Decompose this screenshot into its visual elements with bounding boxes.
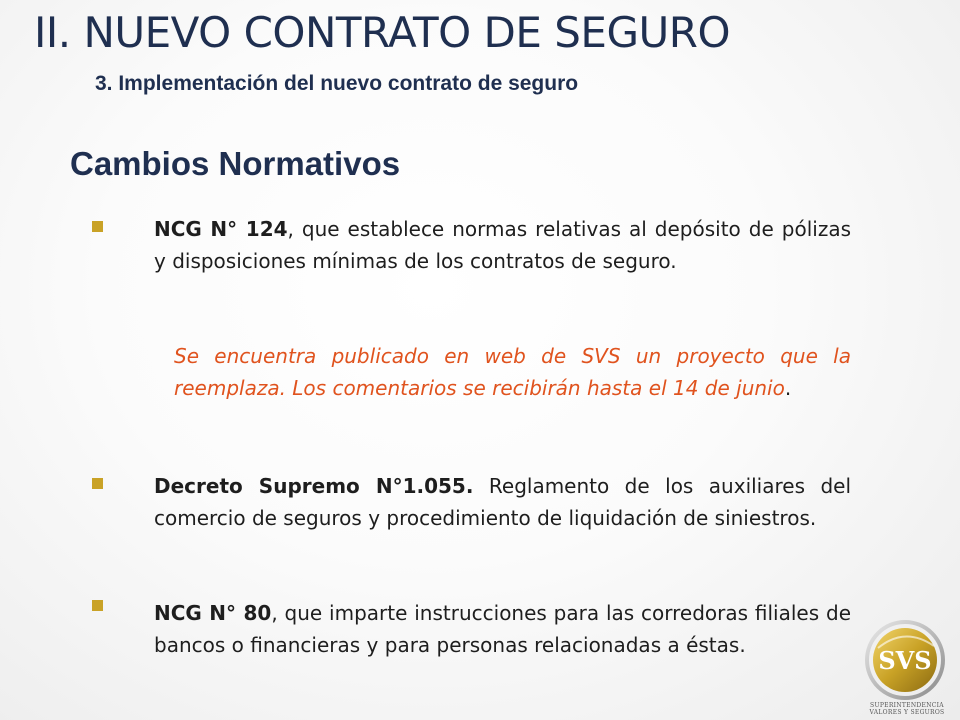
item-1-bold: NCG N° 124 (154, 217, 288, 241)
bullet-marker-2 (92, 478, 103, 489)
item-1-note (174, 340, 851, 404)
item-2-text (154, 470, 851, 534)
item-2-body: Reglamento de los auxiliares del comercio de seguros y procedimiento de liquidación de siniestros. (154, 474, 852, 530)
item-3-text (154, 597, 851, 661)
item-3-body: , que imparte instrucciones para las corredoras filiales de bancos o financieras y para personas relacionadas a éstas. (154, 601, 851, 657)
item-2-bold: Decreto Supremo N°1.055. (154, 474, 474, 498)
logo-caption-line2: VALORES Y SEGUROS (869, 709, 945, 716)
item-1-note-text: Se encuentra publicado en web de SVS un proyecto que la reemplaza. Los comentarios se recibirán hasta el 14 de junio (174, 344, 851, 400)
section-heading: Cambios Normativos (70, 145, 401, 182)
item-1-body: , que establece normas relativas al depósito de pólizas y disposiciones mínimas de los contratos de seguro. (154, 217, 851, 273)
item-1-text (154, 213, 851, 277)
slide-subtitle: 3. Implementación del nuevo contrato de seguro (95, 72, 579, 95)
logo-mark: SVS (878, 646, 932, 675)
slide-title: II. NUEVO CONTRATO DE SEGURO (34, 8, 731, 57)
logo-caption (860, 702, 954, 716)
logo-caption-line1: SUPERINTENDENCIA (870, 702, 944, 709)
bullet-marker-1 (92, 221, 103, 232)
bullet-marker-3 (92, 600, 103, 611)
item-1-note-end: . (784, 376, 792, 400)
item-3-bold: NCG N° 80 (154, 601, 272, 625)
